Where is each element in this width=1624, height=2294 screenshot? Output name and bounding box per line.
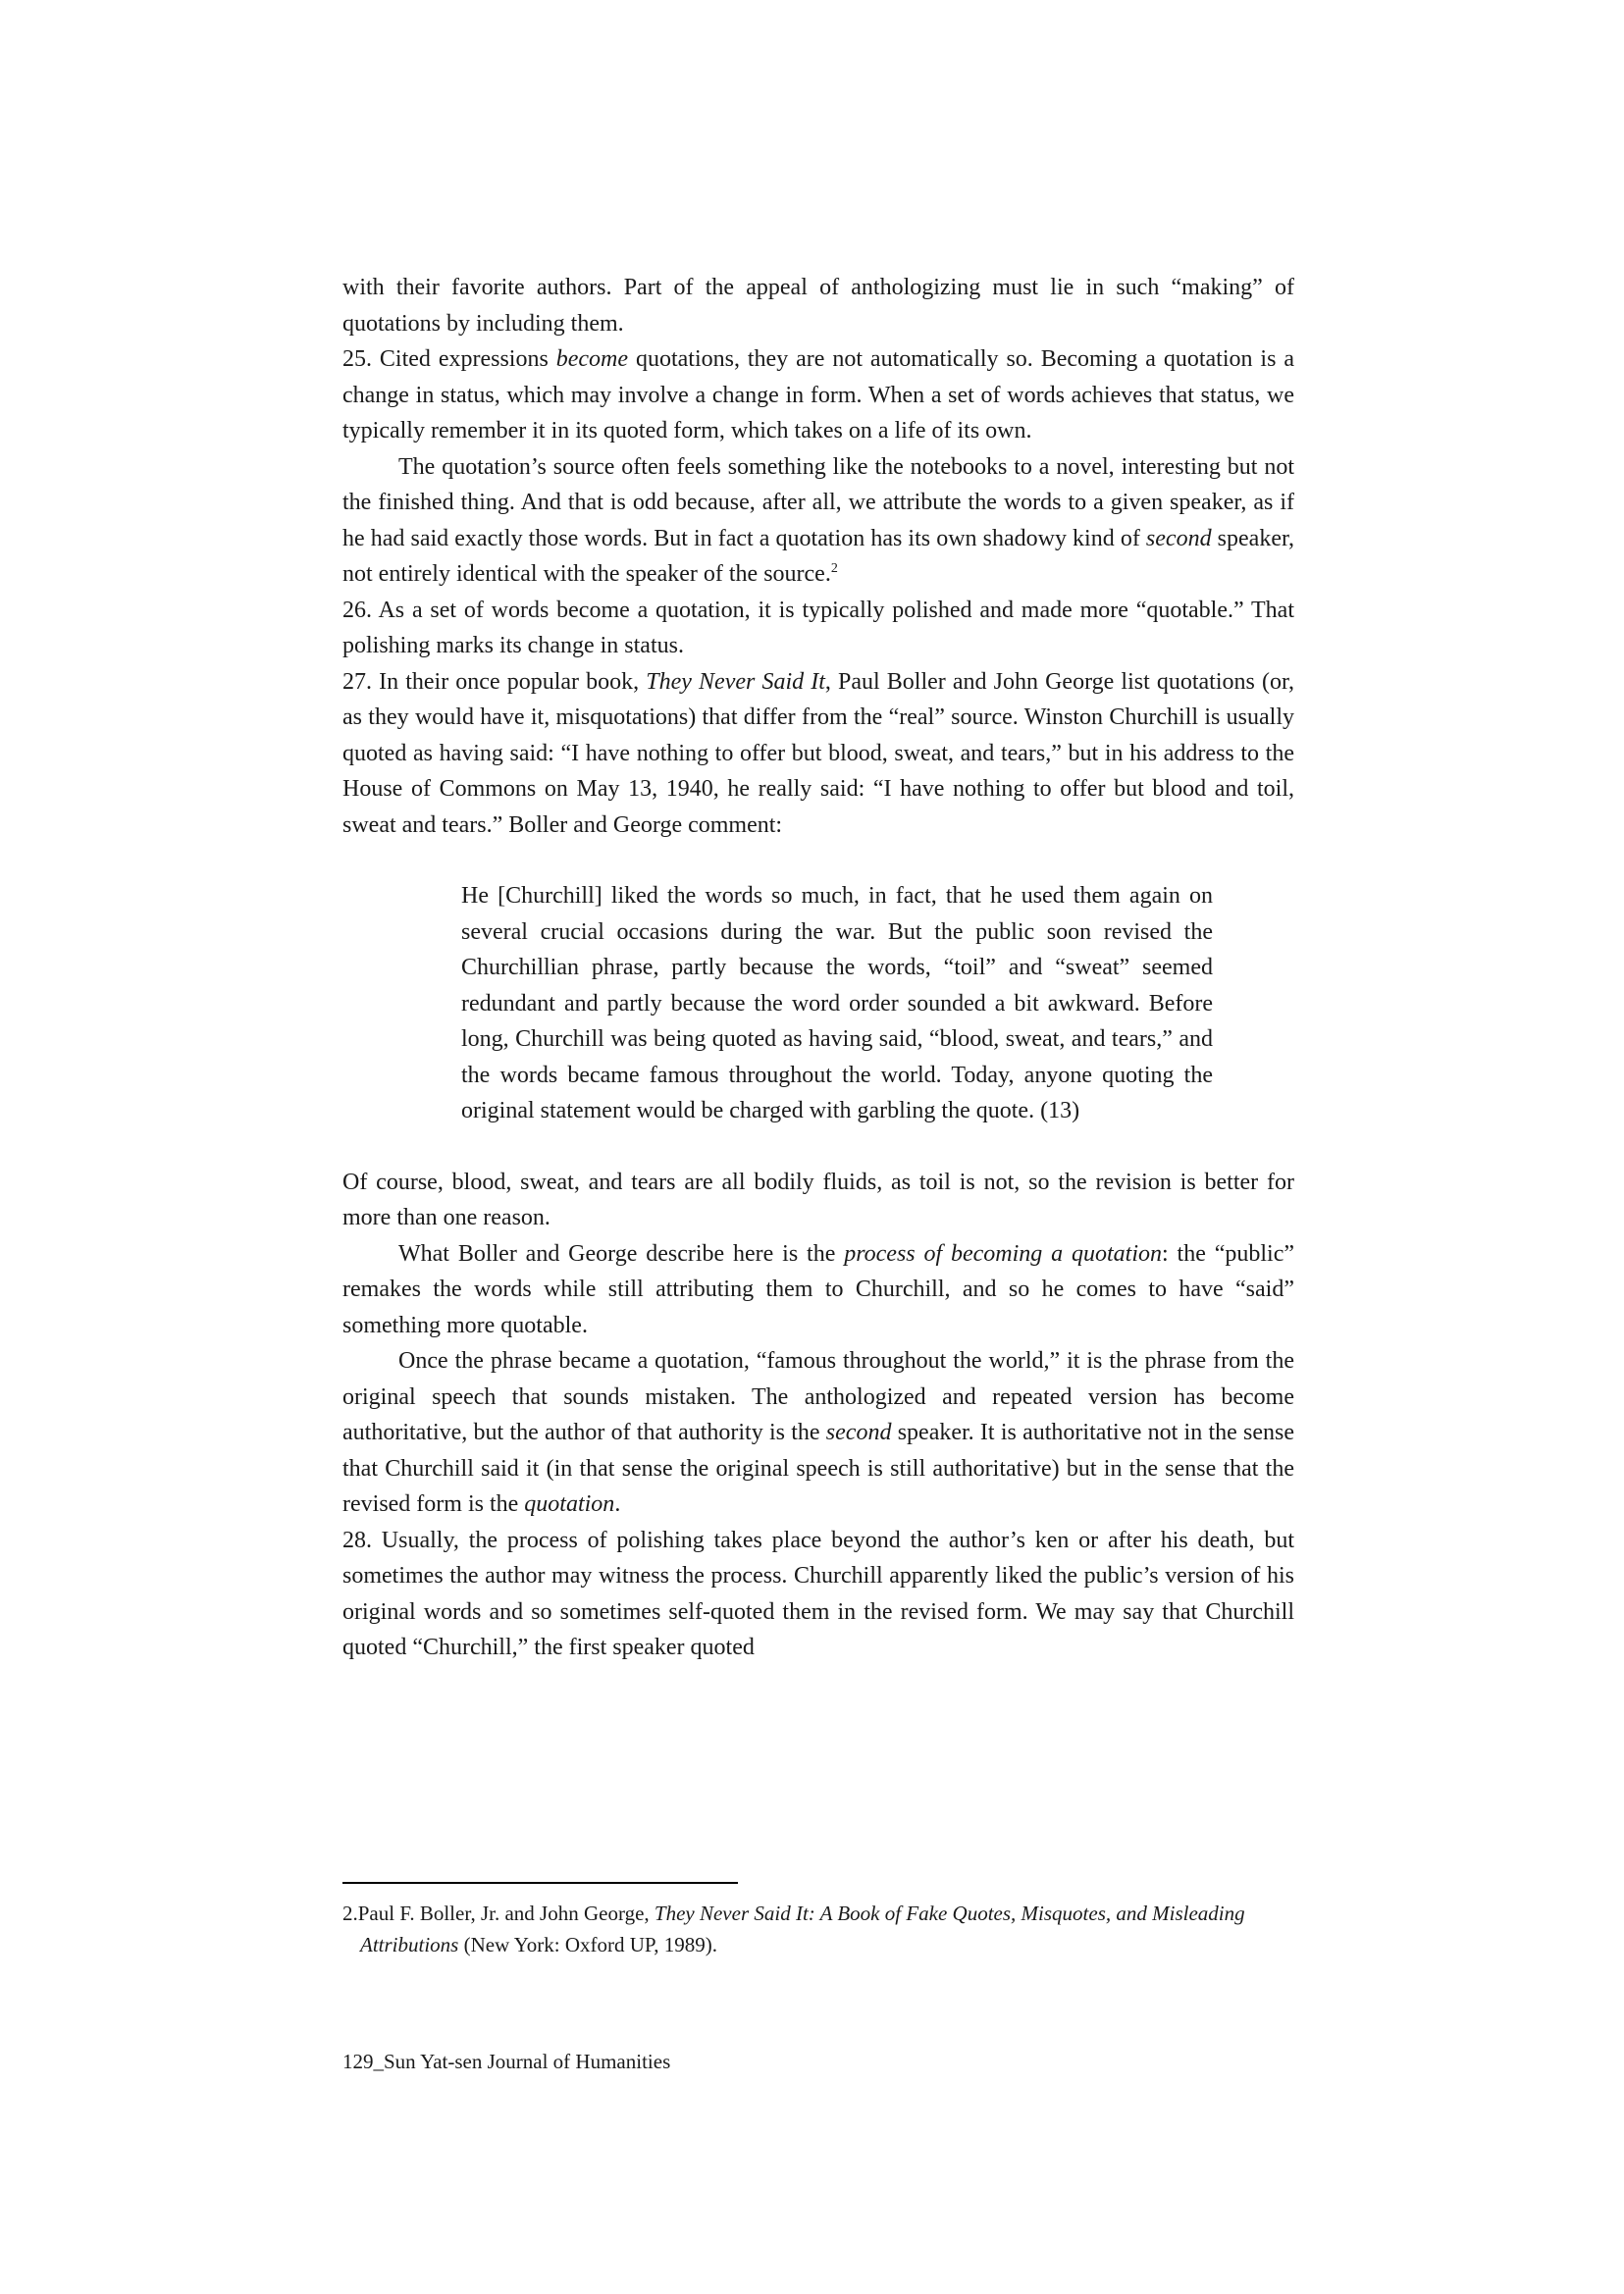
text: 25. Cited expressions [342,346,556,372]
emphasis: second [1145,525,1212,551]
text: The quotation’s source often feels something like the notebooks to a novel, interesting but not the finished thing. And that is odd because, after all, we attribute the words to a given speaker, as if he had said exactly those words. But in fact a quotation has its own shadowy kind of [342,453,1294,551]
text: with their favorite authors. Part of the appeal of anthologizing must lie in such “making” of quotations by including them. [342,275,1294,337]
paragraph [342,449,1294,593]
emphasis: process of becoming a quotation [844,1240,1163,1267]
page-footer: 129_Sun Yat-sen Journal of Humanities [342,2050,671,2073]
text: . [614,1491,621,1517]
paragraph [342,270,1294,341]
footnote [342,1898,1294,1960]
footnote-text: (New York: Oxford UP, 1989). [458,1933,718,1956]
paragraph-27 [342,664,1294,844]
text: Once the phrase became a quotation, “famous throughout the world,” it is the phrase from the original speech that sounds mistaken. The anthologized and repeated version has become authoritative, but the author of that authority is the [342,1348,1294,1445]
paragraph-28 [342,1523,1294,1666]
text: : the “public” remakes the words while still attributing them to Churchill, and so he comes to have “said” something more quotable. [342,1240,1294,1338]
text: 26. As a set of words become a quotation, it is typically polished and made more “quotable.” That polishing marks its change in status. [342,597,1294,658]
text: 28. Usually, the process of polishing takes place beyond the author’s ken or after his death, but sometimes the author may witness the process. Churchill apparently liked the public’s version of his original words and so sometimes self-quoted them in the revised form. We may say that Churchill quoted “Churchill,” the first speaker quoted [342,1527,1294,1660]
footnote-divider [342,1882,738,1884]
text: , Paul Boller and John George list quotations (or, as they would have it, misquotations) that differ from the “real” source. Winston Churchill is usually quoted as having said: “I have nothing to offer but blood, sweat, and tears,” but in his address to the House of Commons on May 13, 1940, he really said: “I have nothing to offer but blood and toil, sweat and tears.” Boller and George comment: [342,668,1294,838]
text: 27. In their once popular book, [342,668,647,695]
text: speaker. It is authoritative not in the sense that Churchill said it (in that sense the original speech is still authoritative) but in the sense that the revised form is the [342,1420,1295,1517]
paragraph-26 [342,593,1294,664]
emphasis: second [825,1420,892,1445]
emphasis: quotation [524,1491,615,1517]
footnote-book-title: They Never Said It: A Book of Fake Quotes, Misquotes, and Misleading Attributions [360,1902,1245,1956]
text: Of course, blood, sweat, and tears are all bodily fluids, as toil is not, so the revision is better for more than one reason. [342,1169,1294,1230]
footnote-marker: 2 [830,561,838,576]
text: speaker, not entirely identical with the speaker of the source. [342,525,1295,587]
paragraph [342,1343,1294,1523]
block-quote: He [Churchill] liked the words so much, in fact, that he used them again on several crucial occasions during the war. But the public soon revised the Churchillian phrase, partly because the words, “toil” and “sweat” seemed redundant and partly because the word order sounded a bit awkward. Before long, Churchill was being quoted as having said, “blood, sweat, and tears,” and the words became famous throughout the world. Today, anyone quoting the original statement would be charged with garbling the quote. (13) [461,883,1213,1123]
footnote-text: 2.Paul F. Boller, Jr. and John George, [342,1902,655,1925]
text: What Boller and George describe here is the [398,1240,845,1267]
paragraph-25 [342,341,1294,449]
book-title: They Never Said It [646,668,825,695]
paragraph [342,1236,1294,1344]
text: quotations, they are not automatically so. Becoming a quotation is a change in status, which may involve a change in form. When a set of words achieves that status, we typically remember it in its quoted form, which takes on a life of its own. [342,346,1295,443]
paragraph [342,1165,1294,1236]
emphasis: become [555,346,629,372]
main-text [342,270,1294,1666]
